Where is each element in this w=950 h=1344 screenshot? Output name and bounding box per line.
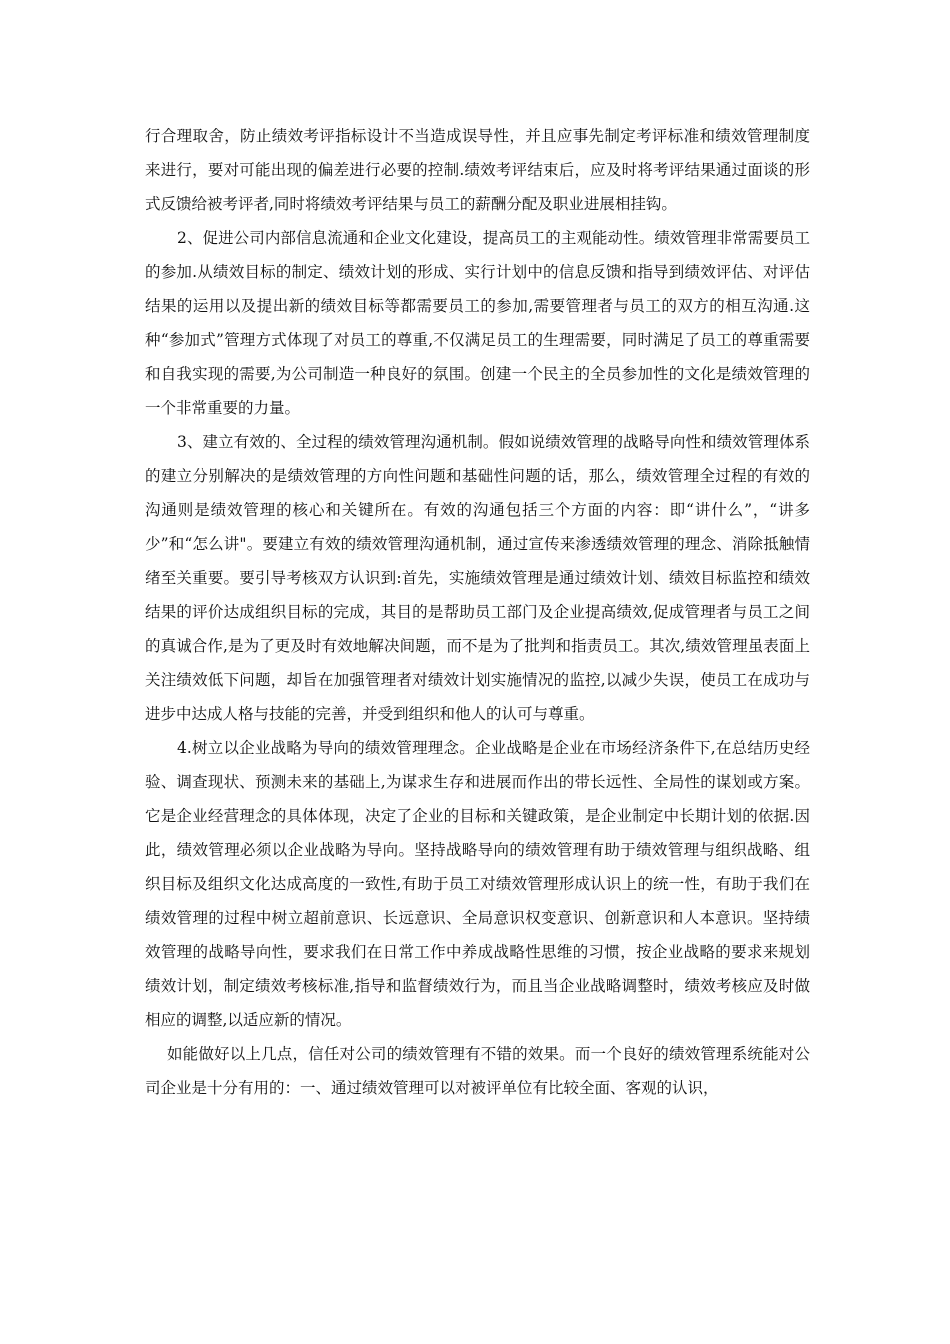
- paragraph-summary: 如能做好以上几点，信任对公司的绩效管理有不错的效果。而一个良好的绩效管理系统能对公司企业是十分有用的：一、通过绩效管理可以对被评单位有比较全面、客观的认识，: [145, 1045, 810, 1097]
- document-page: [145, 119, 810, 1105]
- paragraph-3-communication-mechanism: 3、建立有效的、全过程的绩效管理沟通机制。假如说绩效管理的战略导向性和绩效管理体系的建立分别解决的是绩效管理的方向性问题和基础性问题的话，那么，绩效管理全过程的有效的沟通则是绩效管理的核心和关键所在。有效的沟通包括三个方面的内容：即“讲什么”，“讲多少”和“怎么讲"。要建立有效的绩效管理沟通机制，通过宣传来渗透绩效管理的理念、消除抵触情绪至关重要。要引导考核双方认识到:首先，实施绩效管理是通过绩效计划、绩效目标监控和绩效结果的评价达成组织目标的完成，其目的是帮助员工部门及企业提高绩效,促成管理者与员工之间的真诚合作,是为了更及时有效地解决间题，而不是为了批判和指责员工。其次,绩效管理虽表面上关注绩效低下问题，却旨在加强管理者对绩效计划实施情况的监控,以减少失误，使员工在成功与进步中达成人格与技能的完善，并受到组织和他人的认可与尊重。: [145, 433, 810, 723]
- paragraph-4-strategy-orientation: 4.树立以企业战略为导向的绩效管理理念。企业战略是企业在市场经济条件下,在总结历史经验、调查现状、预测未来的基础上,为谋求生存和进展而作出的带长远性、全局性的谋划或方案。它是企业经营理念的具体体现，决定了企业的目标和关键政策，是企业制定中长期计划的依据.因此，绩效管理必须以企业战略为导向。坚持战略导向的绩效管理有助于绩效管理与组织战略、组织目标及组织文化达成高度的一致性,有助于员工对绩效管理形成认识上的统一性，有助于我们在绩效管理的过程中树立超前意识、长远意识、全局意识权变意识、创新意识和人本意识。坚持绩效管理的战略导向性，要求我们在日常工作中养成战略性思维的习惯，按企业战略的要求来规划绩效计划，制定绩效考核标准,指导和监督绩效行为，而且当企业战略调整时，绩效考核应及时做相应的调整,以适应新的情况。: [145, 739, 810, 1029]
- paragraph-2-information-flow: 2、促进公司内部信息流通和企业文化建设，提高员工的主观能动性。绩效管理非常需要员工的参加.从绩效目标的制定、绩效计划的形成、实行计划中的信息反馈和指导到绩效评估、对评估结果的运用以及提出新的绩效目标等都需要员工的参加,需要管理者与员工的双方的相互沟通.这种“参加式”管理方式体现了对员工的尊重,不仅满足员工的生理需要，同时满足了员工的尊重需要和自我实现的需要,为公司制造一种良好的氛围。创建一个民主的全员参加性的文化是绩效管理的一个非常重要的力量。: [145, 229, 810, 417]
- paragraph-continuation: 行合理取舍，防止绩效考评指标设计不当造成误导性，并且应事先制定考评标准和绩效管理制度来进行，要对可能出现的偏差进行必要的控制.绩效考评结束后，应及时将考评结果通过面谈的形式反馈给被考评者,同时将绩效考评结果与员工的薪酬分配及职业进展相挂钩。: [145, 127, 810, 213]
